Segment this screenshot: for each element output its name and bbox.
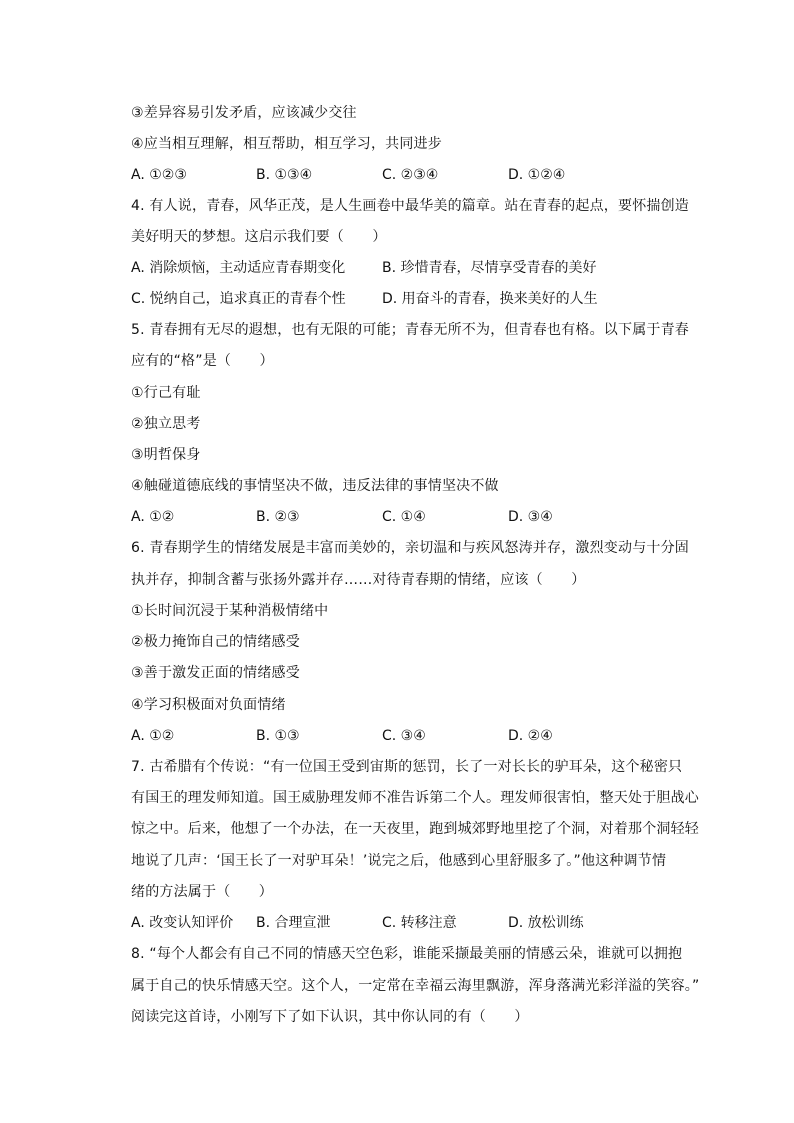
option-d: D. ③④ [508, 509, 553, 525]
option-d: D. 用奋斗的青春，换来美好的人生 [382, 291, 598, 307]
option-d: D. ②④ [508, 728, 553, 744]
q6-statement-2: ②极力掩饰自己的情绪感受 [131, 634, 300, 650]
option-c: C. ③④ [382, 728, 426, 744]
option-a: A. ①② [131, 728, 175, 744]
question-7-stem-cont: 地说了几声：‘国王长了一对驴耳朵！’说完之后，他感到心里舒服多了。”他这种调节情 [131, 853, 667, 869]
q5-statement-2: ②独立思考 [131, 416, 201, 432]
option-b: B. ①③④ [256, 167, 313, 183]
question-7-stem: 7. 古希腊有个传说：“有一位国王受到宙斯的惩罚，长了一对长长的驴耳朵，这个秘密只 [131, 759, 683, 775]
question-5-stem: 5. 青春拥有无尽的遐想，也有无限的可能；青春无所不为，但青春也有格。以下属于青春 [131, 322, 690, 338]
option-c: C. ①④ [382, 509, 426, 525]
question-8-stem: 8. “每个人都会有自己不同的情感天空色彩，谁能采撷最美丽的情感云朵，谁就可以拥抱 [131, 946, 683, 962]
option-a: A. ①②③ [131, 167, 187, 183]
q6-statement-1: ①长时间沉浸于某种消极情绪中 [131, 603, 329, 619]
question-6-stem: 6. 青春期学生的情绪发展是丰富而美妙的，亲切温和与疾风怒涛并存，激烈变动与十分固 [131, 540, 690, 556]
q6-statement-3: ③善于激发正面的情绪感受 [131, 665, 300, 681]
option-b: B. ②③ [256, 509, 300, 525]
option-d: D. ①②④ [508, 167, 566, 183]
option-c: C. ②③④ [382, 167, 439, 183]
q2-statement-3: ③差异容易引发矛盾，应该减少交往 [131, 105, 357, 121]
option-b: B. 珍惜青春，尽情享受青春的美好 [382, 260, 597, 276]
option-a: A. 消除烦恼，主动适应青春期变化 [131, 260, 346, 276]
question-8-stem-cont: 属于自己的快乐情感天空。这个人，一定常在幸福云海里飘游，浑身落满光彩洋溢的笑容。” [131, 978, 700, 994]
q5-statement-3: ③明哲保身 [131, 447, 201, 463]
question-4-stem-cont: 美好明天的梦想。这启示我们要（ ） [131, 229, 387, 245]
question-4-stem: 4. 有人说，青春，风华正茂，是人生画卷中最华美的篇章。站在青春的起点，要怀揣创造 [131, 198, 690, 214]
q5-statement-1: ①行己有耻 [131, 385, 201, 401]
option-c: C. 悦纳自己，追求真正的青春个性 [131, 291, 346, 307]
q2-statement-4: ④应当相互理解，相互帮助，相互学习，共同进步 [131, 136, 442, 152]
question-6-stem-cont: 执并存，抑制含蓄与张扬外露并存……对待青春期的情绪，应该（ ） [131, 572, 586, 588]
option-b: B. 合理宣泄 [256, 915, 331, 931]
question-7-stem-cont: 惊之中。后来，他想了一个办法，在一天夜里，跑到城郊野地里挖了个洞，对着那个洞轻轻 [131, 821, 699, 837]
question-7-stem-cont: 有国王的理发师知道。国王威胁理发师不准告诉第二个人。理发师很害怕，整天处于胆战心 [131, 790, 699, 806]
question-7-stem-cont: 绪的方法属于（ ） [131, 884, 273, 900]
option-a: A. 改变认知评价 [131, 915, 234, 931]
option-b: B. ①③ [256, 728, 300, 744]
q5-statement-4: ④触碰道德底线的事情坚决不做，违反法律的事情坚决不做 [131, 478, 499, 494]
option-a: A. ①② [131, 509, 175, 525]
question-5-stem-cont: 应有的“格”是（ ） [131, 353, 274, 369]
question-8-stem-cont: 阅读完这首诗，小刚写下了如下认识，其中你认同的有（ ） [131, 1009, 529, 1025]
q6-statement-4: ④学习积极面对负面情绪 [131, 697, 286, 713]
option-c: C. 转移注意 [382, 915, 457, 931]
option-d: D. 放松训练 [508, 915, 584, 931]
